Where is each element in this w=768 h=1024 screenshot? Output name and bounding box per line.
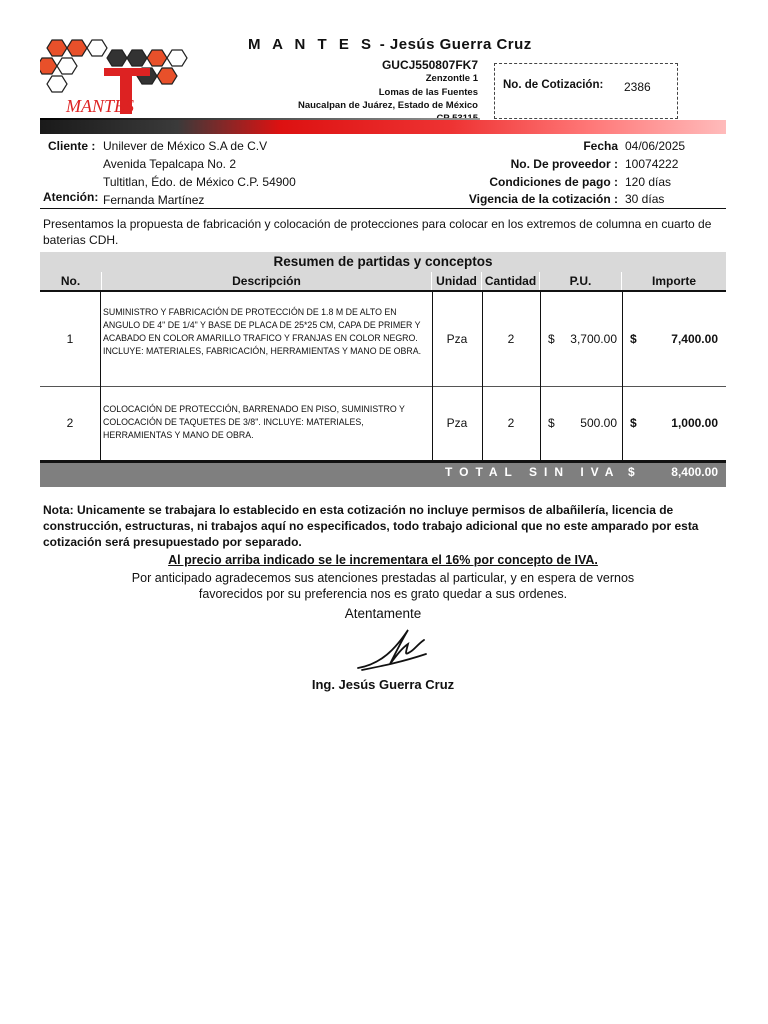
iva-notice: Al precio arriba indicado se le incrementara el 16% por concepto de IVA. <box>168 553 598 567</box>
client-name: Unilever de México S.A de C.V <box>103 139 268 153</box>
col-line-5 <box>622 292 623 460</box>
thanks-line-2: favorecidos por su preferencia nos es grato quedar a sus ordenes. <box>198 587 568 601</box>
col-header-pu: P.U. <box>540 272 622 290</box>
row2-unit: Pza <box>446 416 468 430</box>
address-line-1: Zenzontle 1 <box>425 73 478 84</box>
address-line-3: Naucalpan de Juárez, Estado de México <box>297 100 478 111</box>
mantes-logo <box>40 38 200 116</box>
row2-qty: 2 <box>507 416 515 430</box>
col-header-unit: Unidad <box>432 272 482 290</box>
col-line-4 <box>540 292 541 460</box>
attention-label: Atención: <box>43 190 99 204</box>
row2-pu-currency: $ <box>548 416 555 430</box>
provider-label: No. De proveedor : <box>510 157 618 171</box>
payment-value: 120 días <box>625 175 672 189</box>
col-header-qty: Cantidad <box>482 272 540 290</box>
intro-text: Presentamos la propuesta de fabricación y colocación de protecciones para colocar en los extremos de columna en cuarto de baterias CDH. <box>43 217 712 247</box>
client-city: Tultitlan, Édo. de México C.P. 54900 <box>103 175 296 189</box>
signature <box>352 626 432 674</box>
col-header-no: No. <box>40 272 102 290</box>
row2-no: 2 <box>66 416 74 430</box>
terms-note: Nota: Unicamente se trabajara lo establecido en esta cotización no incluye permisos de albañilería, licencia de construcción, estructuras, ni trabajos aquí no especificados, todo trabajo adicional que no este amparado por esta cotización será presupuestado por separado. <box>43 503 699 549</box>
table-title: Resumen de partidas y conceptos <box>273 254 493 269</box>
attention-name: Fernanda Martínez <box>103 193 205 207</box>
col-line-3 <box>482 292 483 460</box>
row1-amount: 7,400.00 <box>671 332 718 346</box>
company-name <box>248 36 532 53</box>
col-line-1 <box>100 292 101 460</box>
total-value: 8,400.00 <box>671 465 718 479</box>
total-currency: $ <box>628 465 635 479</box>
row1-pu: 3,700.00 <box>570 332 617 346</box>
date-value: 04/06/2025 <box>625 139 686 153</box>
date-label: Fecha <box>583 139 618 153</box>
address-line-2: Lomas de las Fuentes <box>378 87 478 98</box>
brand-name: M A N T E S <box>248 36 376 53</box>
total-bar <box>40 460 726 487</box>
company-rfc: GUCJ550807FK7 <box>381 58 478 72</box>
row2-amount: 1,000.00 <box>671 416 718 430</box>
row1-amount-currency: $ <box>630 332 637 346</box>
provider-value: 10074222 <box>625 157 679 171</box>
row2-desc: COLOCACIÓN DE PROTECCIÓN, BARRENADO EN PISO, SUMINISTRO Y COLOCACIÓN DE TAQUETES DE 3/8". INCLUYE: MATERIALES, HERRAMIENTAS Y MANO DE OBRA. <box>103 404 405 440</box>
total-label: TOTAL SIN IVA <box>445 465 621 479</box>
table-header-line <box>40 290 726 292</box>
header-gradient-bar <box>40 120 726 134</box>
validity-value: 30 días <box>625 192 665 206</box>
row2-amount-currency: $ <box>630 416 637 430</box>
signer-name: Ing. Jesús Guerra Cruz <box>311 677 455 692</box>
client-label: Cliente : <box>48 139 96 153</box>
col-header-desc: Descripción <box>102 272 432 290</box>
row1-pu-currency: $ <box>548 332 555 346</box>
validity-label: Vigencia de la cotización : <box>468 192 618 206</box>
payment-label: Condiciones de pago : <box>489 175 618 189</box>
col-header-amount: Importe <box>622 272 726 290</box>
row1-unit: Pza <box>446 332 468 346</box>
col-line-2 <box>432 292 433 460</box>
divider <box>40 208 726 209</box>
row2-pu: 500.00 <box>580 416 617 430</box>
logo-text: MANTES <box>66 96 135 116</box>
quote-number-label: No. de Cotización: <box>503 79 604 91</box>
closing: Atentamente <box>344 606 422 621</box>
client-street: Avenida Tepalcapa No. 2 <box>103 157 236 171</box>
table-row-divider <box>40 386 726 387</box>
row1-no: 1 <box>66 332 74 346</box>
row1-qty: 2 <box>507 332 515 346</box>
row1-desc: SUMINISTRO Y FABRICACIÓN DE PROTECCIÓN DE 1.8 M DE ALTO EN ANGULO DE 4" DE 1/4" Y BASE DE PLACA DE 25*25 CM, CAPA DE PRIMER Y ACABADO EN COLOR AMARILLO TRAFICO Y FRANJAS EN COLOR NEGRO. INCLUYE: MATERIALES, FABRICACIÓN, HERRAMIENTAS Y MANO DE OBRA. <box>103 307 422 356</box>
quote-number-value: 2386 <box>624 80 651 94</box>
thanks-line-1: Por anticipado agradecemos sus atenciones prestadas al particular, y en espera de vernos <box>131 571 635 585</box>
company-owner: - Jesús Guerra Cruz <box>379 36 532 53</box>
